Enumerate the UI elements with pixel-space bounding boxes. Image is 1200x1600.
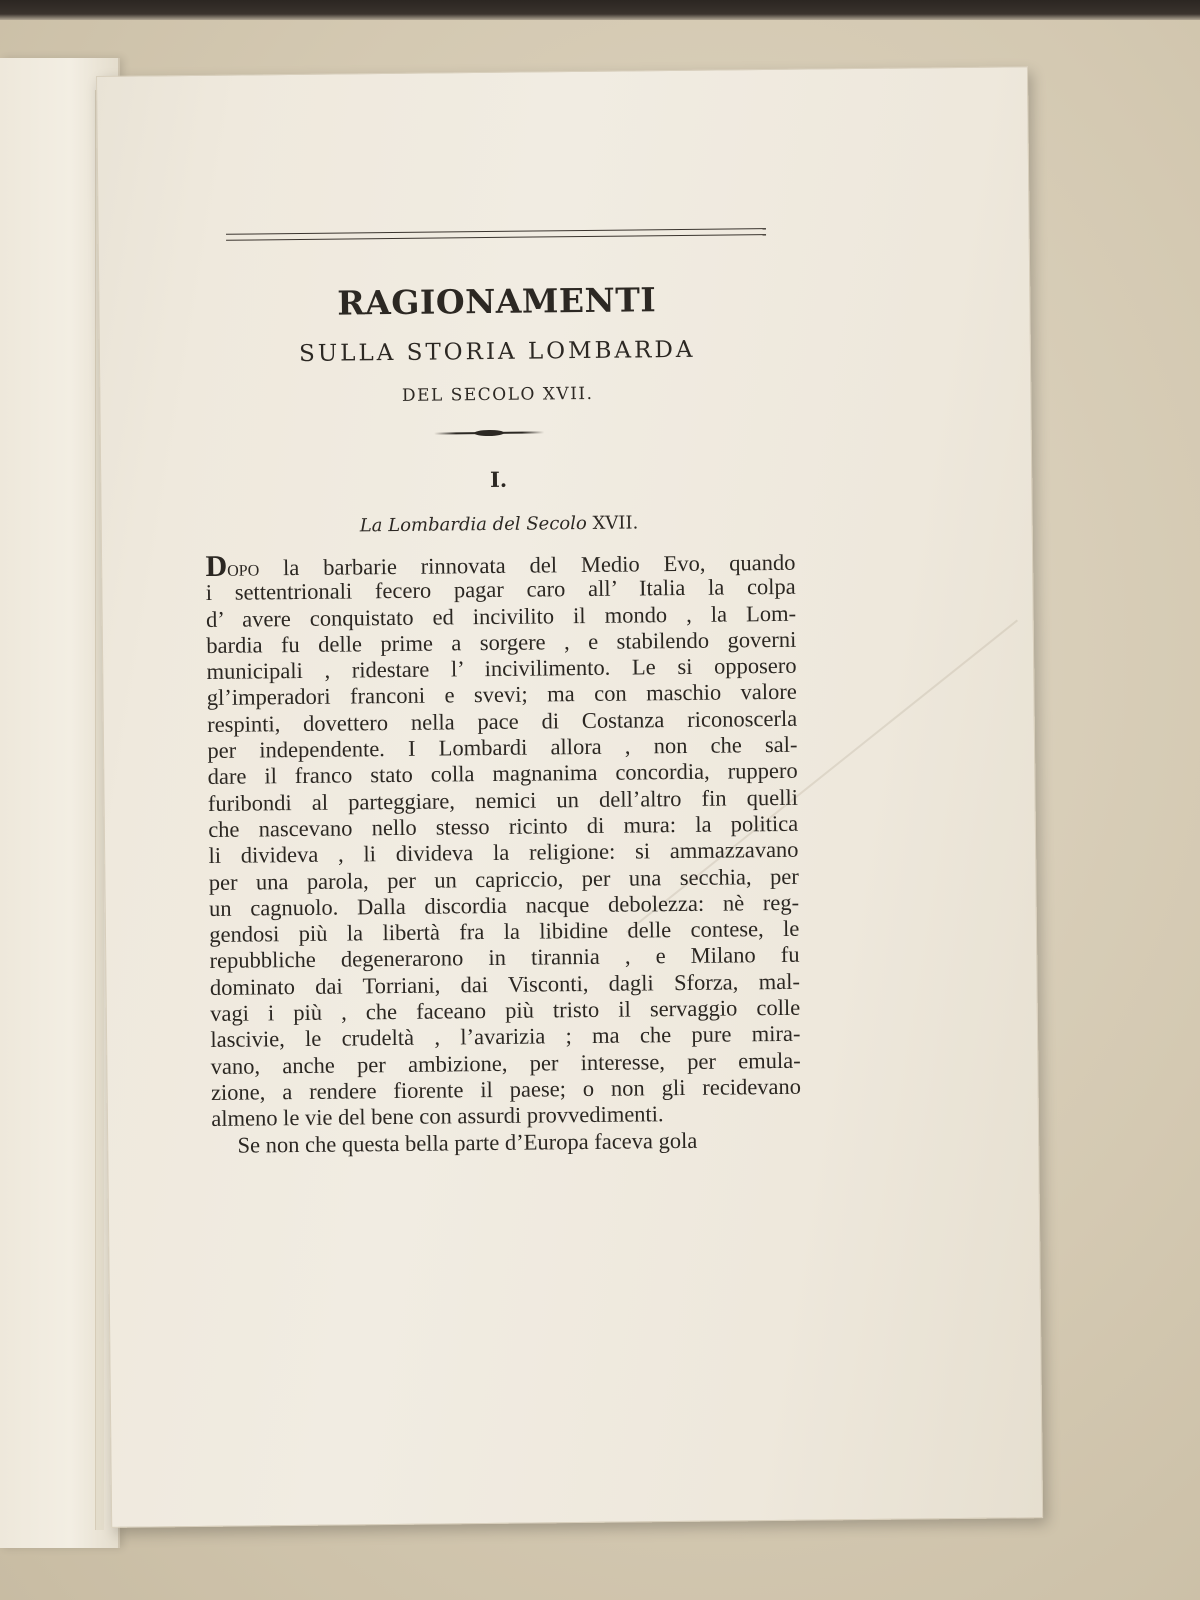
text-line-7: respinti, dovettero nella pace di Costanza riconoscerla [207,705,798,737]
page-text-block [202,228,802,1159]
book-title: RAGIONAMENTI [337,280,657,323]
text-line-20: vano, anche per ambizione, per interesse, per emula- [210,1047,801,1079]
text-line-3: d’ avere conquistato ed incivilito il mondo , la Lom- [205,600,797,632]
text-line-17: dominato dai Torriani, dai Visconti, dagli Sforza, mal- [209,968,800,1000]
text-line-1: la barbarie rinnovata del Medio Evo, quando [259,549,796,581]
text-line-19: lascivie, le crudeltà , l’avarizia ; ma che pure mira- [210,1021,801,1053]
text-line-5: municipali , ridestare l’ incivilimento. Le si opposero [206,652,797,685]
chapter-title-italic: La Lombardia del Secolo [359,512,587,537]
text-line-6: gl’imperadori franconi e svevi; ma con maschio valore [206,679,797,711]
text-line-11: che nascevano nello stesso ricinto di mura: la politica [208,810,799,842]
text-line-18: vagi i più , che faceano più tristo il servaggio colle [210,994,801,1027]
text-line-23: Se non che questa bella parte d’Europa faceva gola [237,1127,698,1158]
body-paragraph [205,548,801,1159]
text-line-15: gendosi più la libertà fra la libidine delle contese, le [209,915,800,948]
book-subtitle: SULLA STORIA LOMBARDA [298,336,696,367]
chapter-title-numeral: XVII. [592,512,639,534]
text-line-2: i settentrionali fecero pagar caro all’ Italia la colpa [205,574,796,606]
first-word-rest: opo [227,555,260,581]
text-line-4: bardia fu delle prime a sorgere , e stabilendo governi [206,626,797,658]
text-line-9: dare il franco stato colla magnanima concordia, ruppero [207,758,798,790]
drop-cap: D [205,549,228,583]
text-line-22: almeno le vie del bene con assurdi provvedimenti. [211,1101,664,1132]
chapter-number: I. [489,466,508,492]
text-line-12: li divideva , li divideva la religione: si ammazzavano [208,837,799,869]
text-line-16: repubbliche degenerarono in tirannia , e Milano fu [209,942,800,974]
text-line-14: un cagnuolo. Dalla discordia nacque debolezza: nè reg- [208,889,800,921]
text-line-8: per independente. I Lombardi allora , non che sal- [207,731,798,764]
book-century: DEL SECOLO XVII. [401,383,594,406]
chapter-title [229,511,769,538]
text-line-21: zione, a rendere fiorente il paese; o non gli recidevano [210,1073,802,1105]
ornament-divider [434,428,544,437]
text-line-13: per una parola, per un capriccio, per una secchia, per [208,863,799,895]
text-line-10: furibondi al parteggiare, nemici un dell’altro fin quelli [207,784,799,816]
